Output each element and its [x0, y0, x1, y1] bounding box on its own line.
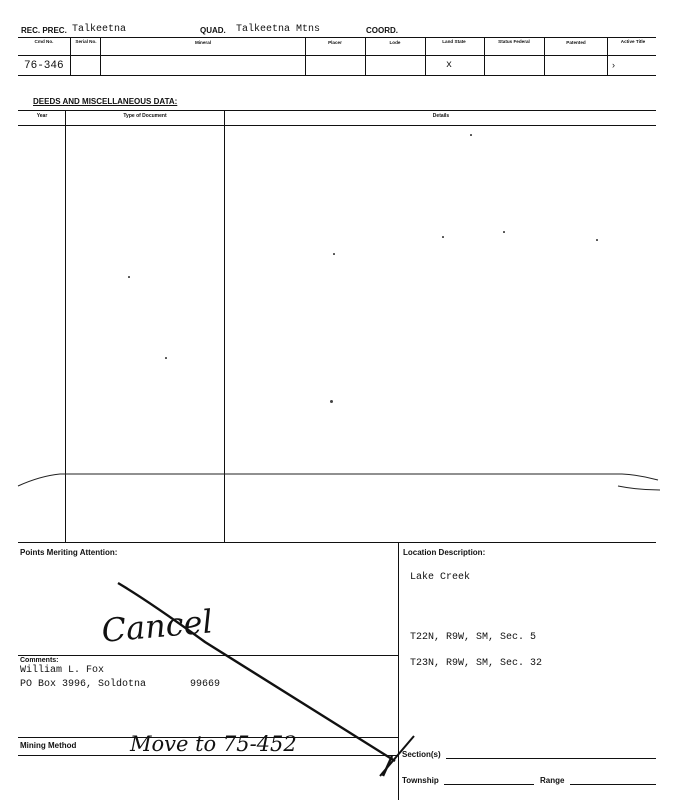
- coord-label: COORD.: [366, 26, 398, 35]
- comments-zip: 99669: [190, 679, 221, 690]
- col-divider: [70, 38, 71, 76]
- range-label: Range: [540, 776, 565, 785]
- range-line: [570, 784, 656, 785]
- col-divider: [607, 38, 608, 76]
- township-line: [444, 784, 534, 785]
- col-status-federal: Status Federal: [498, 39, 530, 44]
- deeds-col-details: Details: [432, 113, 450, 119]
- col-cmd-no: Cmd No.: [34, 39, 54, 44]
- scan-speck: [128, 276, 130, 278]
- deeds-col-type: Type of Document: [123, 113, 167, 119]
- col-active-title: Active Title: [620, 39, 646, 44]
- col-divider: [544, 38, 545, 76]
- header-rule: [18, 37, 656, 38]
- scan-speck: [442, 236, 444, 238]
- rec-prec-value: Talkeetna: [72, 24, 127, 35]
- col-patented: Patented: [566, 40, 586, 45]
- deeds-section-title: DEEDS AND MISCELLANEOUS DATA:: [33, 97, 178, 106]
- fold-line: [0, 466, 678, 496]
- col-divider: [484, 38, 485, 76]
- deeds-col-year: Year: [36, 113, 48, 119]
- mining-method-label: Mining Method: [20, 741, 77, 750]
- col-divider: [100, 38, 101, 76]
- quad-value: Talkeetna Mtns: [236, 24, 321, 35]
- deeds-top-rule: [18, 110, 656, 111]
- location-label: Location Description:: [403, 548, 486, 557]
- cmd-no-value: 76-346: [24, 60, 64, 72]
- scan-speck: [470, 134, 472, 136]
- section-line: [446, 758, 656, 759]
- col-land-state: Land State: [442, 39, 466, 44]
- col-placer: Placer: [328, 40, 342, 45]
- scan-speck: [503, 231, 505, 233]
- rec-prec-label: REC. PREC.: [21, 26, 67, 35]
- header-bottom-rule: [18, 75, 656, 76]
- township-label: Township: [402, 776, 439, 785]
- comments-name: William L. Fox: [20, 665, 105, 676]
- quad-label: QUAD.: [200, 26, 226, 35]
- location-place: Lake Creek: [410, 572, 471, 583]
- col-serial-no: Serial No.: [75, 39, 97, 44]
- col-lode: Lode: [389, 40, 401, 45]
- deeds-header-rule: [18, 125, 656, 126]
- header-sub-rule: [18, 55, 656, 56]
- scan-speck: [333, 253, 335, 255]
- scan-speck: [330, 400, 333, 403]
- col-divider: [305, 38, 306, 76]
- strike-through-x: [0, 540, 678, 808]
- location-line-2: T23N, R9W, SM, Sec. 32: [410, 658, 543, 669]
- col-divider: [365, 38, 366, 76]
- comments-address: PO Box 3996, Soldotna: [20, 679, 147, 690]
- location-line-1: T22N, R9W, SM, Sec. 5: [410, 632, 537, 643]
- points-label: Points Meriting Attention:: [20, 548, 118, 557]
- cancel-signature: Cancel: [100, 602, 215, 650]
- col-mineral: Mineral: [194, 40, 212, 45]
- section-label: Section(s): [402, 750, 441, 759]
- tick-mark-icon: ›: [612, 60, 615, 70]
- col-divider: [425, 38, 426, 76]
- comments-label: Comments:: [20, 657, 59, 664]
- scan-speck: [165, 357, 167, 359]
- land-state-mark: x: [446, 60, 453, 71]
- mining-method-handwritten: Move to 75-452: [130, 732, 297, 756]
- scan-speck: [596, 239, 598, 241]
